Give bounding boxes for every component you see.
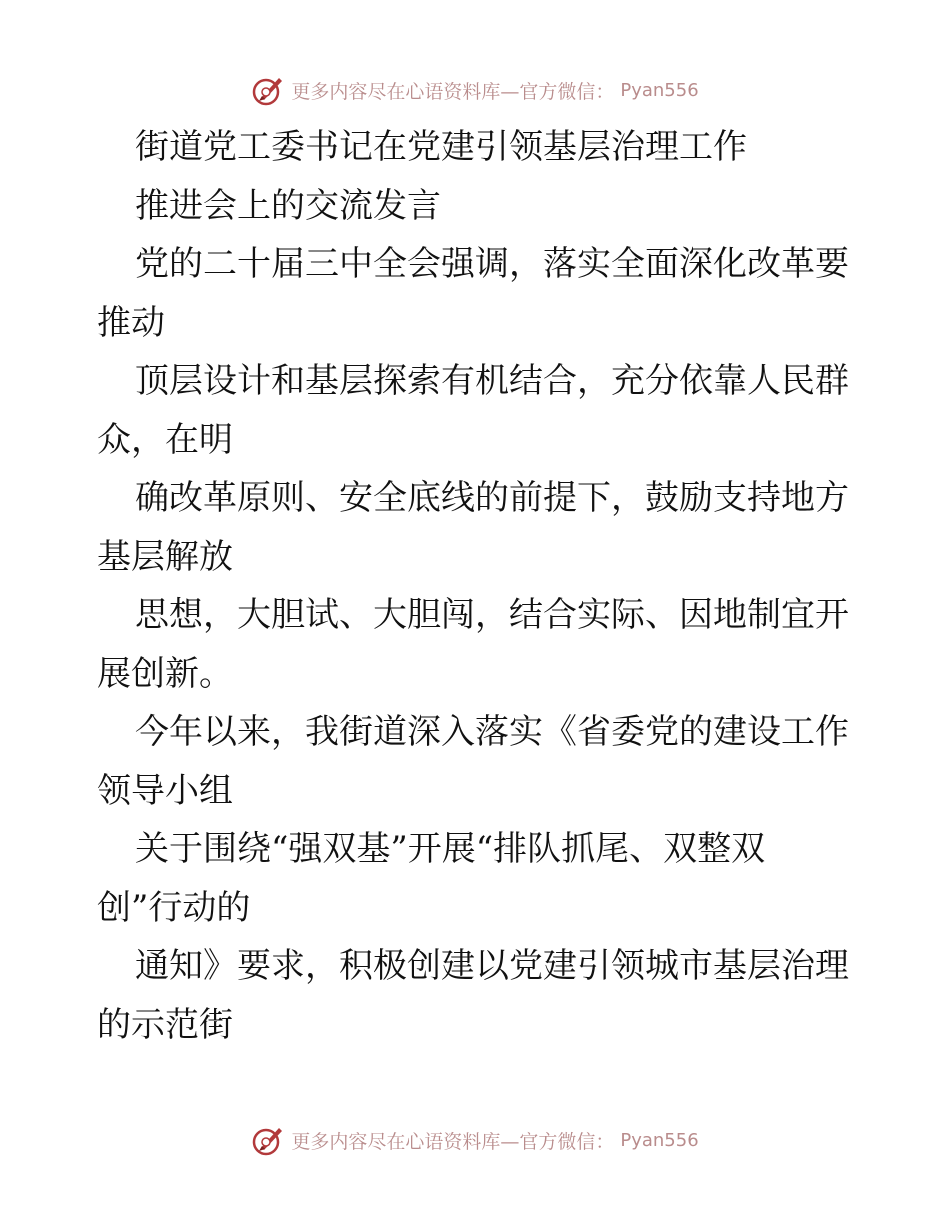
- paragraph-line: 党的二十届三中全会强调，落实全面深化改革要: [135, 244, 849, 284]
- body-text: [97, 118, 857, 1054]
- quill-logo-icon: [251, 73, 285, 107]
- footer-watermark: [0, 1120, 950, 1160]
- paragraph-line: 思想，大胆试、大胆闯，结合实际、因地制宜开: [135, 595, 849, 635]
- title-line-2: 推进会上的交流发言: [135, 185, 441, 226]
- quill-logo-icon: [251, 1123, 285, 1157]
- watermark-wechat-id: Pyan556: [620, 1129, 699, 1151]
- header-watermark: [0, 70, 950, 110]
- watermark-wechat-id: Pyan556: [620, 79, 699, 101]
- paragraph-line: 顶层设计和基层探索有机结合，充分依靠人民群: [135, 361, 849, 401]
- paragraph-line: 的示范街: [97, 1004, 233, 1045]
- paragraph-line: 基层解放: [97, 536, 233, 577]
- paragraph-line: 关于围绕“强双基”开展“排队抓尾、双整双: [135, 829, 766, 869]
- watermark-text: 更多内容尽在心语资料库—官方微信：: [291, 1130, 615, 1153]
- title-line-1: 街道党工委书记在党建引领基层治理工作: [135, 127, 747, 167]
- paragraph-line: 创”行动的: [97, 887, 251, 928]
- paragraph-line: 推动: [97, 302, 165, 343]
- paragraph-line: 通知》要求，积极创建以党建引领城市基层治理: [135, 946, 849, 986]
- paragraph-line: 展创新。: [97, 653, 233, 694]
- paragraph-line: 确改革原则、安全底线的前提下，鼓励支持地方: [135, 478, 849, 518]
- paragraph-line: 众，在明: [97, 419, 233, 460]
- paragraph-line: 领导小组: [97, 770, 233, 811]
- paragraph-line: 今年以来，我街道深入落实《省委党的建设工作: [135, 712, 849, 752]
- watermark-text: 更多内容尽在心语资料库—官方微信：: [291, 80, 615, 103]
